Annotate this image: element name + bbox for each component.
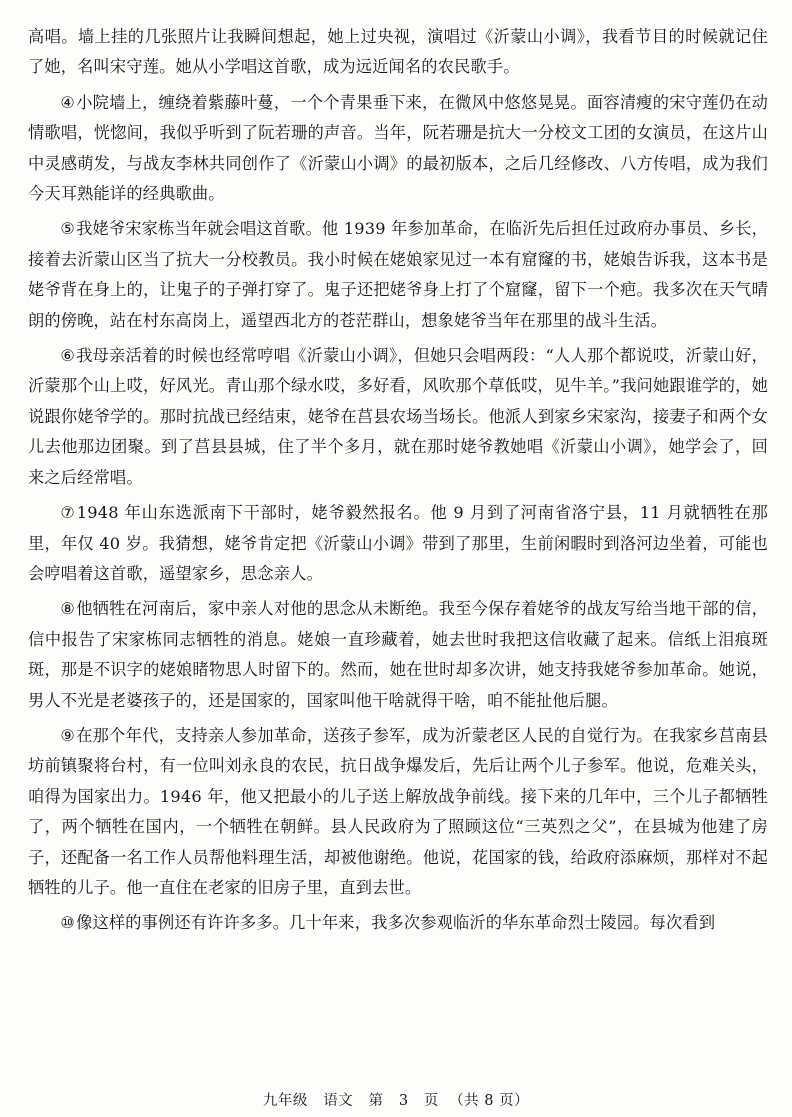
paragraph-text: 像这样的事例还有许许多多。几十年来，我多次参观临沂的华东革命烈士陵园。每次看到: [76, 913, 716, 933]
paragraph-text: 我母亲活着的时候也经常哼唱《沂蒙山小调》，但她只会唱两段：“人人那个都说哎，沂蒙山好，沂蒙那个山上哎，好风光。青山那个绿水哎，多好看，风吹那个草低哎，见牛羊。”我问她跟谁学的，她说跟你姥爷学的。那时抗战已经结束，姥爷在莒县农场当场长。他派人到家乡宋家沟，接妻子和两个女儿去他那边团聚。到了莒县县城，住了半个多月，就在那时姥爷教她唱《沂蒙山小调》，她学会了，回来之后经常唱。: [28, 346, 768, 487]
paragraph-text: 1948 年山东选派南下干部时，姥爷毅然报名。他 9 月到了河南省洛宁县，11 月就牺牲在那里，年仅 40 岁。我猜想，姥爷肯定把《沂蒙山小调》带到了那里，生前闲暇时到洛河边坐着，可能也会哼唱着这首歌，遥望家乡，思念亲人。: [28, 503, 769, 583]
page-footer: 九年级 语文 第 3 页 （共 8 页）: [262, 1093, 530, 1109]
paragraph-10: [28, 908, 768, 938]
paragraph-5: [28, 214, 768, 336]
paragraph-text: 小院墙上，缠绕着紫藤叶蔓，一个个青果垂下来，在微风中悠悠晃晃。面容清瘦的宋守莲仍在动情歌唱，恍惚间，我似乎听到了阮若珊的声音。当年，阮若珊是抗大一分校文工团的女演员，在这片山中灵感萌发，与战友李林共同创作了《沂蒙山小调》的最初版本，之后几经修改、八方传唱，成为我们今天耳熟能详的经典歌曲。: [28, 92, 768, 204]
paragraph-number: ⑦: [60, 503, 76, 523]
paragraph-4: [28, 88, 768, 210]
article-body: [28, 22, 768, 944]
paragraph-number: ⑩: [60, 913, 76, 933]
paragraph-number: ⑥: [60, 346, 76, 366]
paragraph-6: [28, 341, 768, 493]
paragraph-8: [28, 594, 768, 716]
paragraph-number: ⑧: [60, 599, 76, 619]
paragraph-continuation: [28, 22, 768, 83]
paragraph-text: 他牺牲在河南后，家中亲人对他的思念从未断绝。我至今保存着姥爷的战友写给当地干部的信，信中报告了宋家栋同志牺牲的消息。姥娘一直珍藏着，她去世时我把这信收藏了起来。信纸上泪痕斑斑，那是不识字的姥娘睹物思人时留下的。然而，她在世时却多次讲，她支持我姥爷参加革命。她说，男人不光是老婆孩子的，还是国家的，国家叫他干啥就得干啥，咱不能扯他后腿。: [28, 599, 768, 710]
paragraph-number: ⑤: [60, 219, 76, 239]
paragraph-number: ⑨: [60, 725, 76, 745]
paragraph-number: ④: [60, 92, 76, 112]
paragraph-text: 在那个年代，支持亲人参加革命，送孩子参军，成为沂蒙老区人民的自觉行为。在我家乡莒南县坊前镇聚将台村，有一位叫刘永良的农民，抗日战争爆发后，先后让两个儿子参军。他说，危难关头，咱得为国家出力。1946 年，他又把最小的儿子送上解放战争前线。接下来的几年中，三个儿子都牺牲了，两个牺牲在国内，一个牺牲在朝鲜。县人民政府为了照顾这位“三英烈之父”，在县城为他建了房子，还配备一名工作人员帮他料理生活，却被他谢绝。他说，花国家的钱，给政府添麻烦，那样对不起牺牲的儿子。他一直住在老家的旧房子里，直到去世。: [28, 725, 768, 897]
paragraph-9: [28, 721, 768, 903]
paragraph-7: [28, 498, 768, 589]
paragraph-text: 我姥爷宋家栋当年就会唱这首歌。他 1939 年参加革命，在临沂先后担任过政府办事员、乡长，接着去沂蒙山区当了抗大一分校教员。我小时候在姥娘家见过一本有窟窿的书，姥娘告诉我，这本书是姥爷背在身上的，让鬼子的子弹打穿了。鬼子还把姥爷身上打了个窟窿，留下一个疤。我多次在天气晴朗的傍晚，站在村东高岗上，遥望西北方的苍茫群山，想象姥爷当年在那里的战斗生活。: [28, 219, 768, 330]
paragraph-text: 高唱。墙上挂的几张照片让我瞬间想起，她上过央视，演唱过《沂蒙山小调》，我看节目的时候就记住了她，名叫宋守莲。她从小学唱这首歌，成为远近闻名的农民歌手。: [28, 27, 768, 77]
